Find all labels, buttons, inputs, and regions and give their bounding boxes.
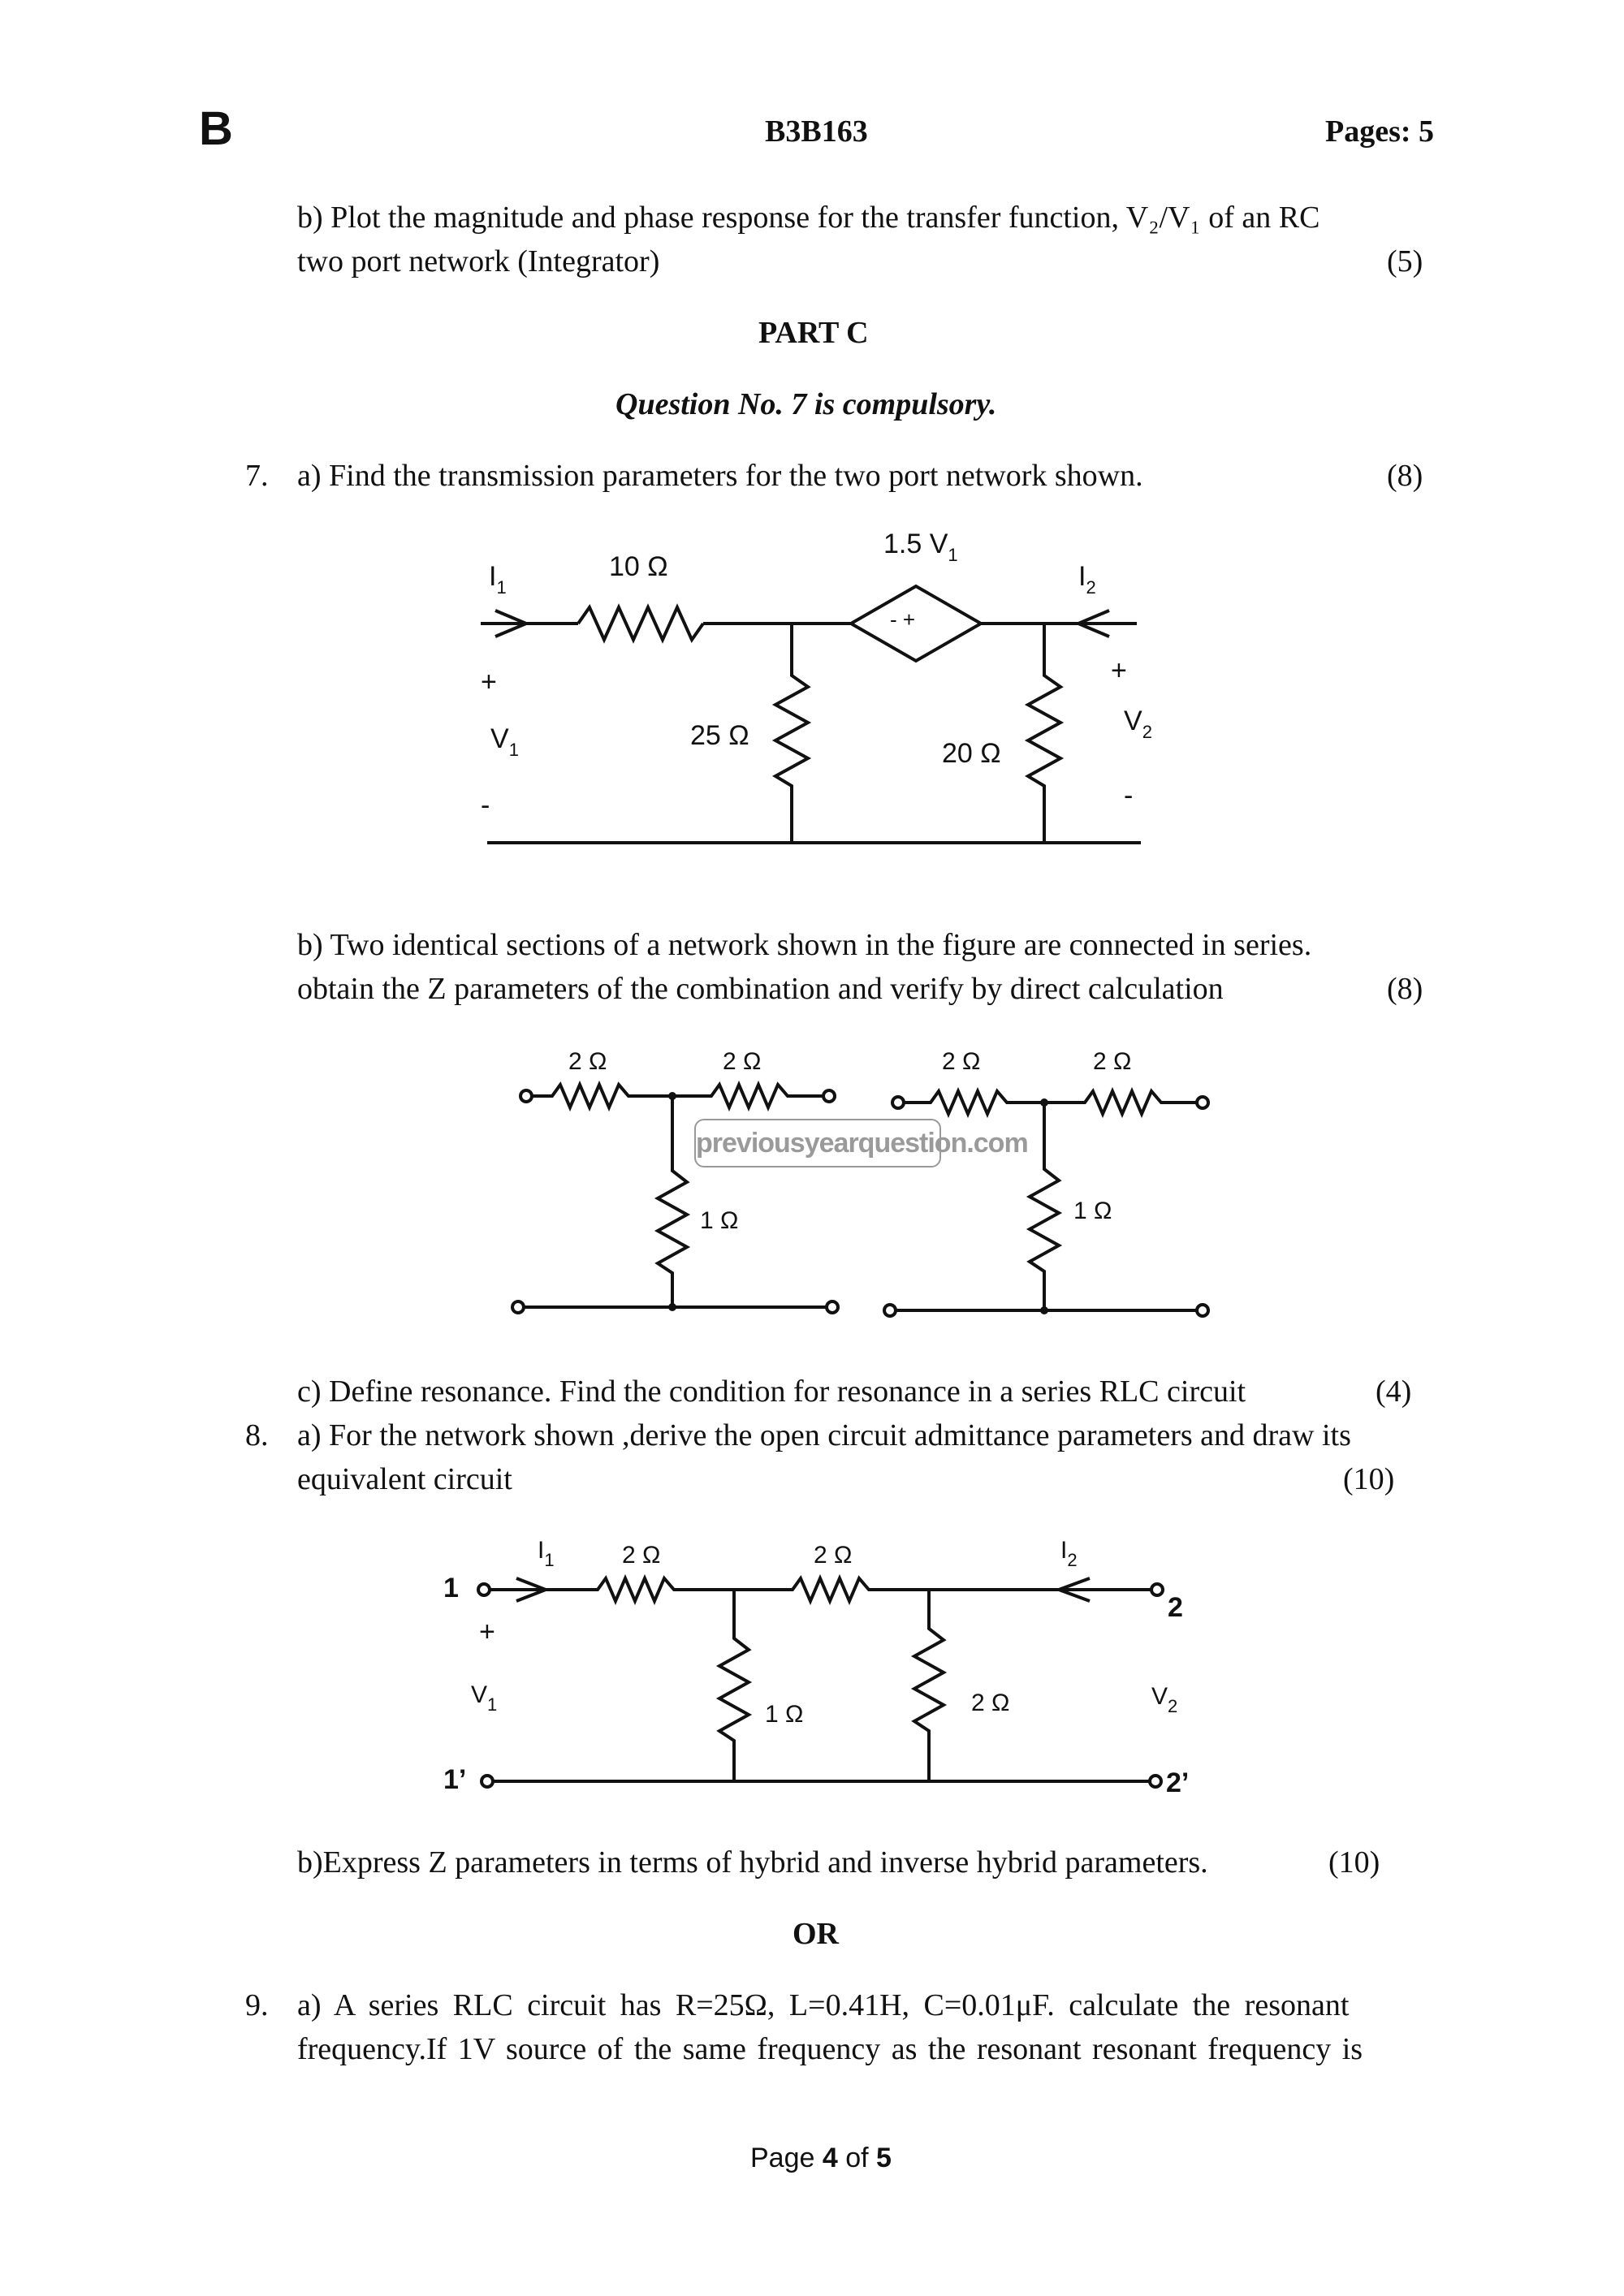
fig1-current-i2: $I_2$ [1078,561,1096,598]
q6b-line2: two port network (Integrator) [297,244,660,278]
series-letter: B [199,102,233,155]
fig3-port-2-prime: 2’ [1166,1767,1190,1798]
q7a-text: a) Find the transmission parameters for the two port network shown. [297,459,1143,493]
q7b-line2: obtain the Z parameters of the combination and verify by direct calculation [297,972,1224,1006]
part-note: Question No. 7 is compulsory. [615,387,997,421]
fig1-v1-plus: + [481,667,497,697]
q7-number: 7. [245,459,269,493]
watermark: previousyearquestion.com [694,1119,941,1167]
q6b-marks: (5) [1387,244,1423,278]
fig2-left-shunt: 1 Ω [700,1207,739,1234]
q7c-text: c) Define resonance. Find the condition for resonance in a series RLC circuit [297,1375,1246,1409]
fig3-resistor-shunt-2: 2 Ω [971,1690,1010,1716]
fig2-left-series-r2: 2 Ω [723,1048,762,1075]
fig3-resistor-shunt-1: 1 Ω [765,1701,804,1728]
fig1-v1-minus: - [481,790,490,821]
q9a-line2: frequency.If 1V source of the same frequency as the resonant resonant frequency is [297,2032,1363,2066]
page-count: Pages: 5 [1325,114,1435,149]
q8a-line1: a) For the network shown ,derive the open circuit admittance parameters and draw its [297,1418,1351,1452]
q8a-marks: (10) [1343,1462,1395,1496]
fig1-source-label: 1.5 $V_1$ [883,529,958,565]
part-title: PART C [758,316,869,350]
fig1-current-i1: $I_1$ [489,561,507,598]
fig1-voltage-v1: $V_1$ [490,723,519,760]
page-footer: Page 4 of 5 [750,2143,892,2173]
fig3-port-1-prime: 1’ [443,1764,467,1795]
fig3-voltage-v1: $V_1$ [471,1681,498,1715]
fig1-v2-plus: + [1111,655,1127,686]
q8-number: 8. [245,1418,269,1452]
fig2-left-series-r1: 2 Ω [568,1048,607,1075]
q7c-marks: (4) [1376,1375,1412,1409]
footer-total-pages: 5 [876,2143,892,2173]
fig3-port-2: 2 [1168,1592,1183,1623]
q7b-line1: b) Two identical sections of a network shown in the figure are connected in series. [297,928,1312,962]
q8b-text: b)Express Z parameters in terms of hybrid and inverse hybrid parameters. [297,1845,1208,1880]
fig2-right-shunt: 1 Ω [1073,1198,1112,1224]
fig1-v2-minus: - [1124,780,1134,811]
fig3-resistor-r2: 2 Ω [814,1542,853,1569]
q6b-line1: b) Plot the magnitude and phase response for the transfer function, V₂/V₁ of an RC [297,201,1320,235]
fig1-resistor-25: 25 Ω [690,720,749,751]
fig1-source-sign: - + [890,607,916,632]
fig3-voltage-v2: $V_2$ [1151,1683,1178,1716]
fig3-port-1: 1 [443,1573,459,1603]
fig3-current-i2: $I_2$ [1060,1537,1078,1570]
q8b-marks: (10) [1328,1845,1380,1880]
fig1-voltage-v2: $V_2$ [1124,706,1152,742]
fig3-resistor-r1: 2 Ω [622,1542,661,1569]
fig2-right-series-r2: 2 Ω [1093,1048,1132,1075]
paper-code: B3B163 [765,114,868,149]
fig1-resistor-10: 10 Ω [609,551,668,582]
q7a-marks: (8) [1387,459,1423,493]
fig1-resistor-20: 20 Ω [942,738,1001,769]
footer-current-page: 4 [822,2143,838,2173]
q9-number: 9. [245,1988,269,2022]
q7b-marks: (8) [1387,972,1423,1006]
or-separator: OR [793,1917,839,1951]
fig3-v1-plus: + [479,1616,495,1647]
q9a-line1: a) A series RLC circuit has R=25Ω, L=0.41H, C=0.01μF. calculate the resonant [297,1988,1350,2022]
fig2-right-series-r1: 2 Ω [942,1048,981,1075]
q8a-line2: equivalent circuit [297,1462,512,1496]
fig3-current-i1: $I_1$ [538,1537,555,1570]
